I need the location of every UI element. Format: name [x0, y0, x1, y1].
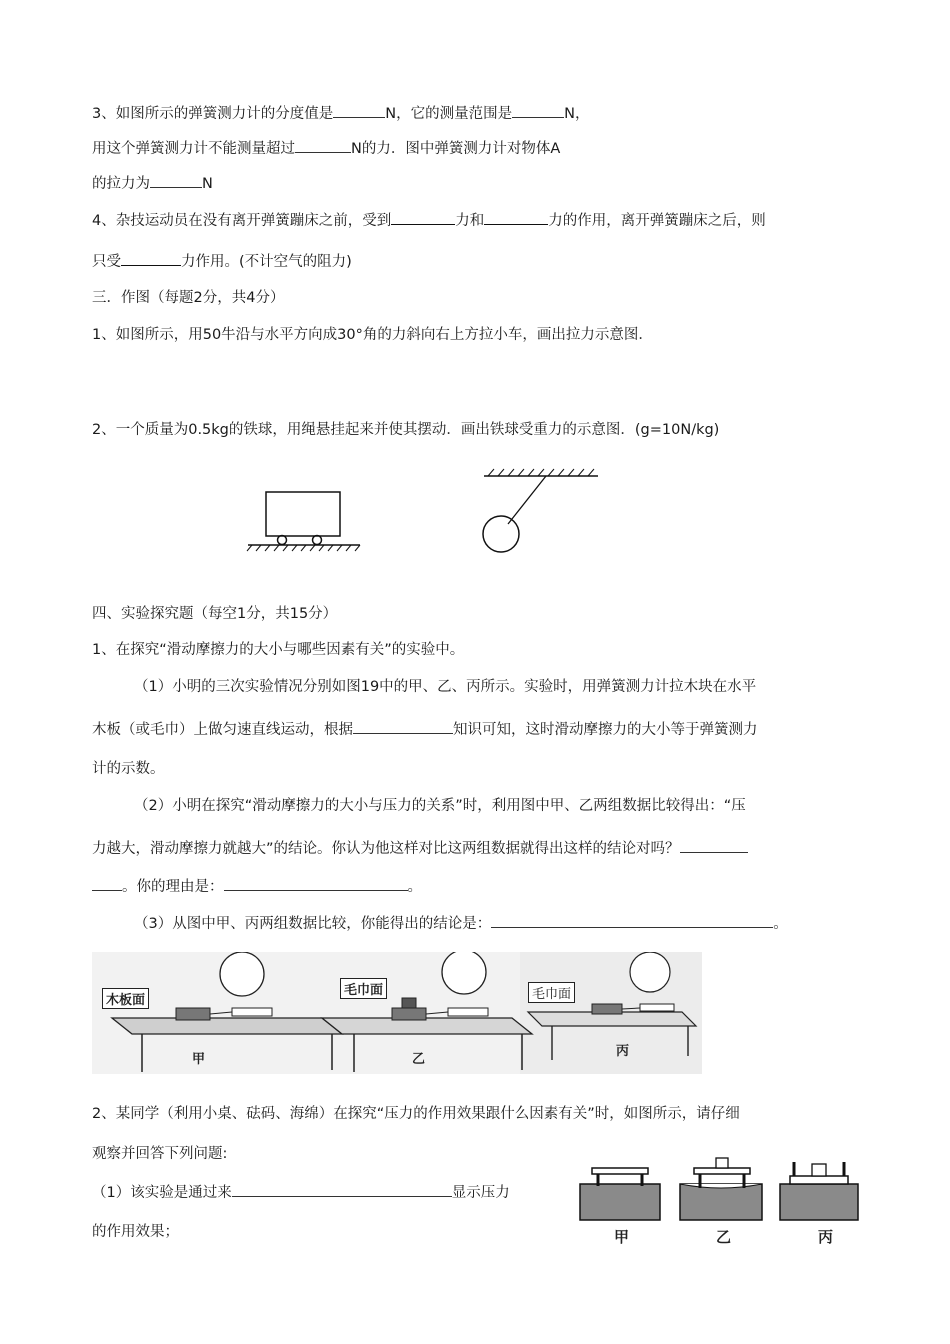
section4-q2-line1: 2、某同学（利用小桌、砝码、海绵）在探究“压力的作用效果跟什么因素有关”时，如图所示，请仔细 — [92, 1106, 740, 1122]
q1-p3-end: 。 — [773, 916, 788, 932]
q1-blank-knowledge[interactable] — [353, 719, 453, 734]
sponge-caption-jia: 甲 — [614, 1228, 630, 1246]
photo-label-towel-2: 毛巾面 — [528, 982, 575, 1003]
section3-title: 三．作图（每题2分，共4分） — [92, 290, 285, 306]
q1-blank-correct-a[interactable] — [680, 838, 748, 853]
q4-blank-force1[interactable] — [391, 210, 455, 225]
cart-wheel-left — [278, 536, 287, 545]
q3-line1 — [92, 103, 589, 124]
rope — [508, 476, 546, 524]
q1-blank-reason[interactable] — [224, 876, 408, 891]
section4-q1-p1-line2 — [92, 719, 758, 740]
q4-text-c: 力的作用，离开弹簧蹦床之后，则 — [548, 213, 766, 229]
q3-line2 — [92, 138, 560, 159]
section4-q2-line2: 观察并回答下列问题: — [92, 1146, 228, 1162]
q2-blank-effect[interactable] — [232, 1182, 452, 1197]
q1-p2-end: 。 — [407, 879, 422, 895]
q1-blank-correct-b[interactable] — [92, 876, 122, 891]
q3-text-e: N的力．图中弹簧测力计对物体A — [351, 141, 561, 157]
friction-experiment-photos — [92, 952, 702, 1074]
q4-text-a: 4、杂技运动员在没有离开弹簧蹦床之前，受到 — [92, 213, 392, 229]
ceiling-hatching — [488, 469, 594, 476]
q3-line3 — [92, 173, 213, 194]
q3-text-d: 用这个弹簧测力计不能测量超过 — [92, 141, 295, 157]
q3-blank-division[interactable] — [333, 103, 385, 118]
photo-caption-yi: 乙 — [412, 1052, 426, 1067]
q3-blank-pull[interactable] — [150, 173, 202, 188]
q4-blank-force2[interactable] — [484, 210, 548, 225]
q3-blank-max[interactable] — [295, 138, 351, 153]
q4-text-e: 力作用。(不计空气的阻力) — [181, 254, 352, 270]
photo-caption-jia: 甲 — [192, 1052, 206, 1067]
q4-text-b: 力和 — [455, 213, 485, 229]
q3-blank-range[interactable] — [512, 103, 564, 118]
section4-q1-p2-line1: （2）小明在探究“滑动摩擦力的大小与压力的关系”时，利用图中甲、乙两组数据比较得出：“压 — [134, 798, 746, 814]
q3-text-c: N， — [564, 106, 590, 122]
q1-blank-conclusion[interactable] — [491, 913, 773, 928]
section4-title: 四、实验探究题（每空1分，共15分） — [92, 606, 338, 622]
iron-ball — [483, 516, 519, 552]
photo-label-towel-1: 毛巾面 — [340, 978, 387, 999]
q4-line1 — [92, 210, 766, 231]
sponge-caption-yi: 乙 — [716, 1228, 732, 1246]
photo-label-wood: 木板面 — [102, 988, 149, 1009]
q3-text-g: N — [202, 176, 213, 192]
q1-p3-text: （3）从图中甲、丙两组数据比较，你能得出的结论是： — [134, 916, 492, 932]
q4-text-d: 只受 — [92, 254, 121, 270]
sponge-caption-bing: 丙 — [818, 1228, 834, 1246]
section4-q1-p1-line3: 计的示数。 — [92, 761, 165, 777]
q3-text-f: 的拉力为 — [92, 176, 150, 192]
section3-q2: 2、一个质量为0.5kg的铁球，用绳悬挂起来并使其摆动．画出铁球受重力的示意图．(g=10N/kg) — [92, 422, 720, 438]
section4-q1-p1-line1: （1）小明的三次实验情况分别如图19中的甲、乙、丙所示。实验时，用弹簧测力计拉木块在水平 — [134, 679, 757, 695]
section4-q2-p1-line2: 的作用效果； — [92, 1224, 179, 1240]
ground-hatching — [247, 545, 360, 551]
q2-p1-text-b: 显示压力 — [451, 1185, 510, 1201]
cart-wheel-right — [313, 536, 322, 545]
section4-q1-p3 — [134, 913, 788, 934]
q1-p2-reason-text: 。你的理由是： — [122, 879, 224, 895]
q3-text-a: 3、如图所示的弹簧测力计的分度值是 — [92, 106, 334, 122]
q4-line2 — [92, 251, 352, 272]
cart-body — [266, 492, 340, 536]
pendulum-figure — [478, 464, 602, 556]
friction-photo-drawing — [92, 952, 702, 1074]
q1-p1-text-a: 木板（或毛巾）上做匀速直线运动，根据 — [92, 722, 353, 738]
section4-q1-p2-line2 — [92, 838, 748, 859]
cart-figure — [244, 486, 364, 552]
photo-caption-bing: 丙 — [616, 1044, 630, 1059]
q1-p1-text-b: 知识可知，这时滑动摩擦力的大小等于弹簧测力 — [453, 722, 758, 738]
q4-blank-force3[interactable] — [121, 251, 181, 266]
q2-p1-text-a: （1）该实验是通过来 — [92, 1185, 232, 1201]
section4-q2-p1 — [92, 1182, 510, 1203]
q3-text-b: N，它的测量范围是 — [385, 106, 513, 122]
section4-q1-p2-line3 — [92, 876, 422, 897]
section4-q1-intro: 1、在探究“滑动摩擦力的大小与哪些因素有关”的实验中。 — [92, 642, 465, 658]
q1-p2-text: 力越大，滑动摩擦力就越大”的结论。你认为他这样对比这两组数据就得出这样的结论对吗？ — [92, 841, 680, 857]
section3-q1: 1、如图所示，用50牛沿与水平方向成30°角的力斜向右上方拉小车，画出拉力示意图． — [92, 327, 653, 343]
